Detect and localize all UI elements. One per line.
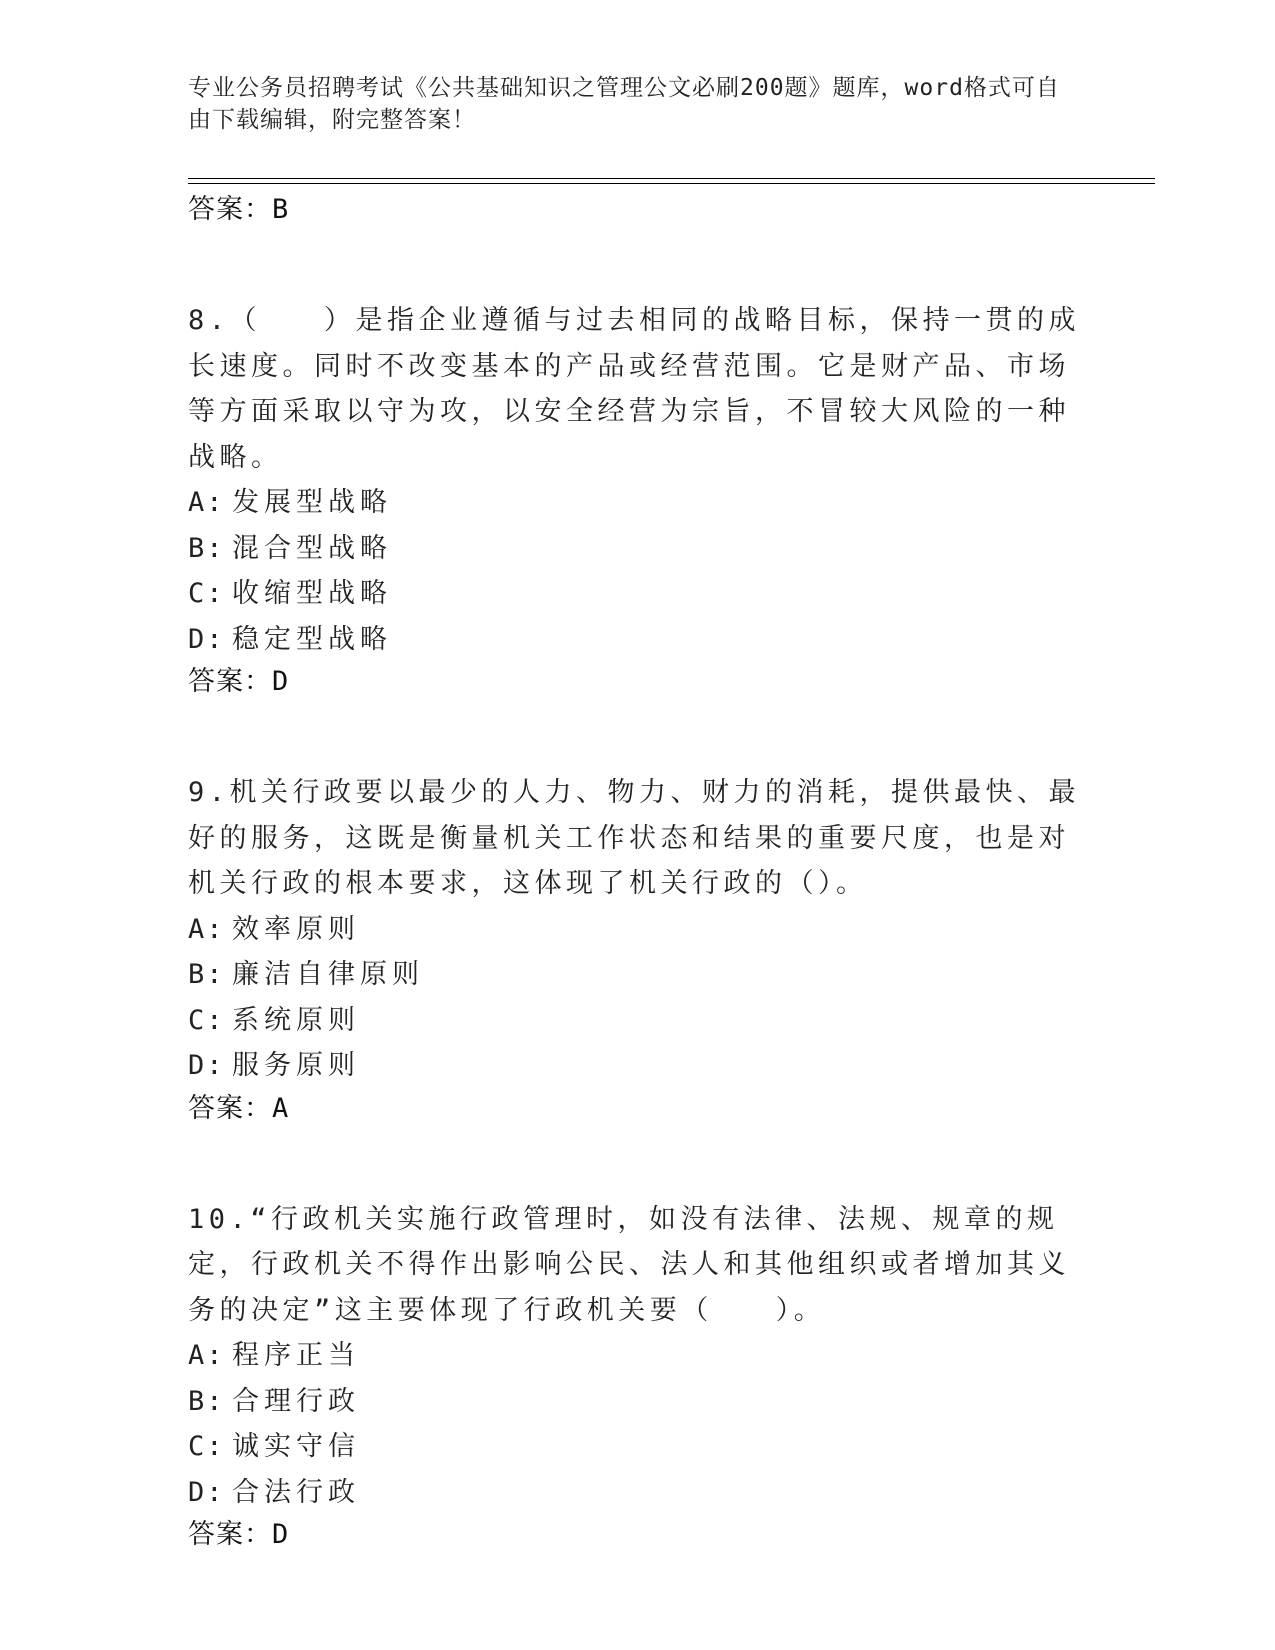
question-stem: 10.“行政机关实施行政管理时，如没有法律、法规、规章的规定，行政机关不得作出影响公民、法人和其他组织或者增加其义务的决定”这主要体现了行政机关要（ ）。 [188,1203,1070,1326]
option-letter: D: [188,1050,225,1081]
answer-line: 答案：B [188,194,290,225]
answer-line: 答案：A [188,1092,290,1124]
option-letter: C: [188,1004,225,1036]
option-text: 合理行政 [232,1385,360,1417]
option-text: 程序正当 [232,1340,360,1371]
option-c [188,998,1088,1044]
option-text: 合法行政 [232,1476,360,1508]
question-block [188,770,1088,1135]
option-text: 效率原则 [232,913,360,945]
option-letter: D: [188,623,225,655]
option-d [188,1470,1088,1516]
option-letter: C: [188,1431,225,1462]
option-text: 廉洁自律原则 [232,959,424,990]
option-a [188,1333,1088,1379]
option-b [188,526,1088,572]
option-text: 发展型战略 [232,487,392,518]
option-c [188,571,1088,617]
question-block [188,1197,1088,1562]
option-text: 诚实守信 [232,1431,360,1462]
option-b [188,1379,1088,1425]
answer-line: 答案：D [188,666,290,697]
question-stem: 8.（ ）是指企业遵循与过去相同的战略目标，保持一贯的成长速度。同时不改变基本的产品或经营范围。它是财产品、市场等方面采取以守为攻，以安全经营为宗旨，不冒较大风险的一种战略。 [188,305,1081,473]
option-c [188,1424,1088,1470]
option-letter: B: [188,1385,225,1417]
question-stem: 9.机关行政要以最少的人力、物力、财力的消耗，提供最快、最好的服务，这既是衡量机关工作状态和结果的重要尺度，也是对机关行政的根本要求，这体现了机关行政的（）。 [188,777,1081,899]
option-a [188,480,1088,526]
option-text: 稳定型战略 [232,623,392,655]
option-text: 收缩型战略 [232,578,392,609]
question-block [188,298,1088,708]
option-letter: A: [188,913,225,945]
option-d [188,1043,1088,1089]
document-content [188,190,1088,1561]
option-letter: D: [188,1476,225,1508]
option-text: 混合型战略 [232,532,392,564]
option-a [188,907,1088,953]
option-letter: A: [188,487,225,518]
option-text: 服务原则 [232,1050,360,1081]
option-letter: C: [188,578,225,609]
page-header: 专业公务员招聘考试《公共基础知识之管理公文必刷200题》题库，word格式可自由下载编辑，附完整答案！ [188,75,1060,133]
option-d [188,617,1088,663]
option-b [188,952,1088,998]
answer-line: 答案：D [188,1519,290,1550]
option-letter: B: [188,532,225,564]
option-letter: B: [188,959,225,990]
option-text: 系统原则 [232,1004,360,1036]
header-divider [188,178,1155,184]
option-letter: A: [188,1340,225,1371]
